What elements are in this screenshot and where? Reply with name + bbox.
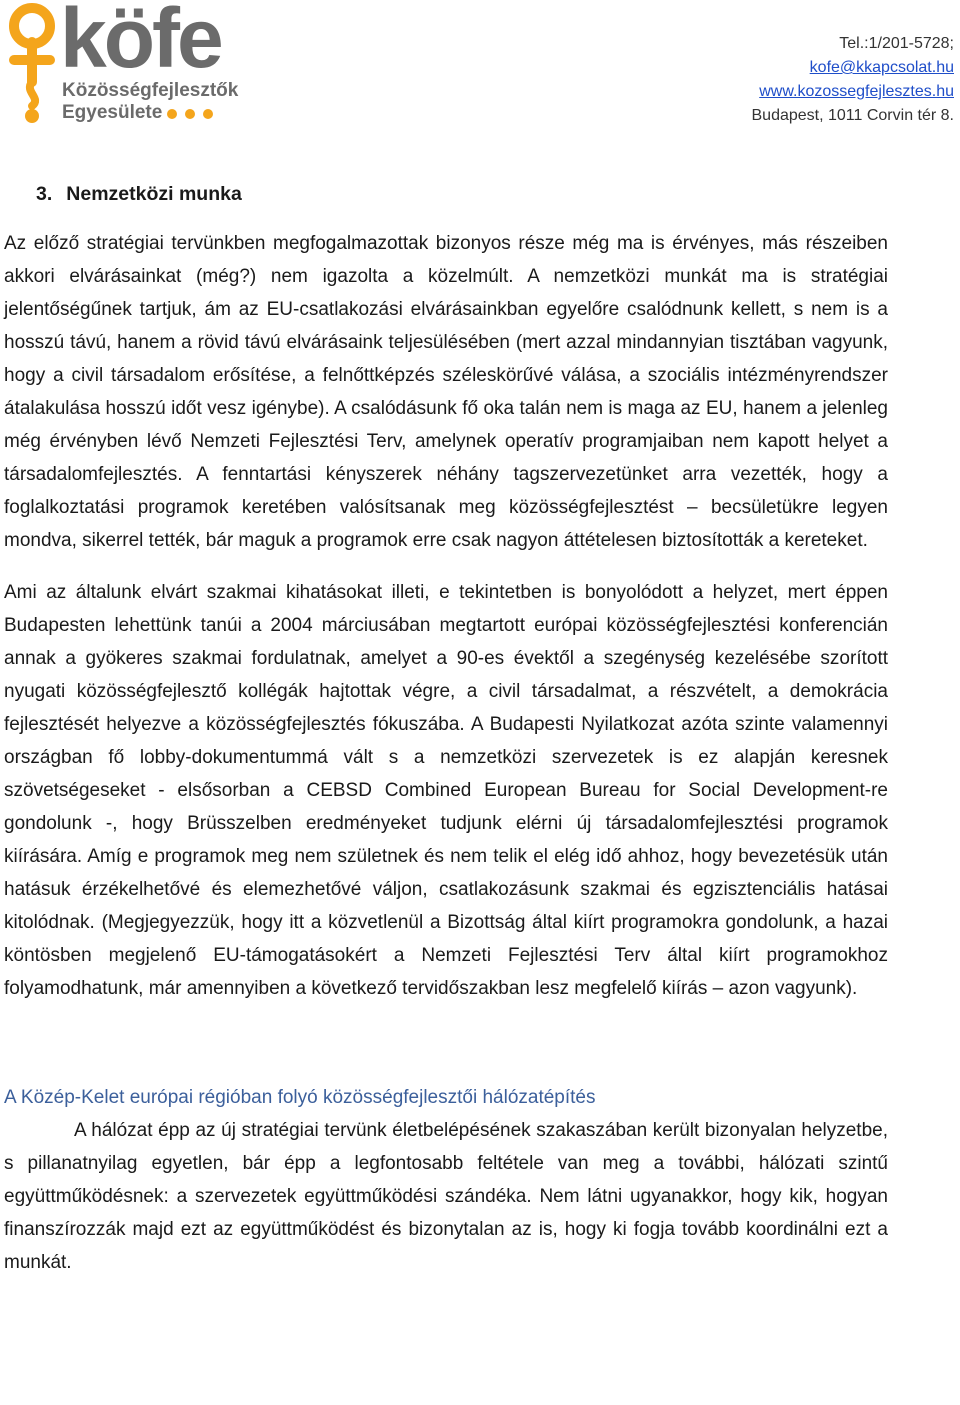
paragraph-2: Ami az általunk elvárt szakmai kihatásokat illeti, e tekintetben is bonyolódott a helyzet, mert éppen Budapesten lehettünk tanúi a 2004 márciusában megtartott európai közösségfejlesztési konferencián annak a gyökeres szakmai fordulatnak, amelyet a 90-es évektől a szegénység kezelésébe szorított nyugati közösségfejlesztő kollégák hajtottak végre, a civil társadalmat, a részvételt, a demokrácia fejlesztését helyezve a közösségfejlesztés fókuszába. A Budapesti Nyilatkozat azóta szinte valamennyi országban fő lobby-dokumentummá vált s a nemzetközi szervezetek is ez alapján keresnek szövetségeseket - elsősorban a CEBSD Combined European Bureau for Social Development-re gondolunk -, hogy Brüsszelben eredményeket tudjunk elérni új társadalomfejlesztési programok kiírására. Amíg e programok meg nem születnek és nem telik el elég idő ahhoz, hogy bevezetésük után hatásuk érzékelhetővé és elemezhetővé váljon, csatlakozásunk szakmai és egzisztenciális hatásai kitolódnak. (Megjegyezzük, hogy itt a közvetlenül a Bizottság által kiírt programokra gondolunk, a hazai köntösben megjelenő EU-támogatásokért a Nemzeti Fejlesztési Terv által kiírt programokhoz folyamodhatunk, már amennyiben a következő tervidőszakban lesz megfelelő kiírás – azon vagyunk). [4,582,888,999]
section-title: Nemzetközi munka [66,183,242,205]
paragraph-3: A hálózat épp az új stratégiai tervünk életbelépésének szakaszában került bizonyalan helyzetbe, s pillanatnyilag egyetlen, bár épp a legfontosabb feltétele van meg a további, hálózati szintű együttműködésnek: a szervezetek együttműködési szándéka. Nem látni ugyanakkor, hogy kik, hogyan finanszírozzák majd ezt az együttműködést és bizonytalan az is, hogy ki fogja tovább koordinálni ezt a munkát. [4,1120,888,1273]
subheading: A Közép-Kelet európai régióban folyó közösségfejlesztői hálózatépítés [4,1087,596,1108]
logo-line-1: Közösségfejlesztők [62,80,239,101]
contact-website-link[interactable]: www.kozossegfejlesztes.hu [759,83,954,100]
contact-info [752,32,955,128]
kofe-logo [2,0,239,126]
contact-address: Budapest, 1011 Corvin tér 8. [751,107,954,124]
document-body [4,180,888,1279]
section-heading [4,180,888,208]
logo-brand-word: köfe [60,0,221,85]
person-figure-icon [2,2,62,126]
logo-line-2: Egyesülete [62,102,163,123]
logo-dots-icon [166,108,226,120]
contact-phone: Tel.:1/201-5728; [839,35,954,52]
paragraph-1: Az előző stratégiai tervünkben megfogalmazottak bizonyos része még ma is érvényes, más részeiben akkori elvárásainkat (még?) nem igazolta a közelmúlt. A nemzetközi munkát ma is stratégiai jelentőségűnek tartjuk, ám az EU-csatlakozási elvárásainkban egyelőre csalódnunk kellett, s nem is a hosszú távú, hanem a rövid távú elvárásaink teljesülésében (mert azzal mindannyian tisztában vagyunk, hogy a civil társadalom erősítése, a felnőttképzés széleskörűvé válása, a szociális intézményrendszer átalakulása hosszú időt vesz igénybe). A csalódásunk fő oka talán nem is maga az EU, hanem a jelenleg még érvényben lévő Nemzeti Fejlesztési Terv, amelynek operatív programjaiban nem kapott helyet a társadalomfejlesztés. A fenntartási kényszerek néhány tagszervezetünket arra vezették, hogy a foglalkoztatási programok keretében valósítsanak meg közösségfejlesztést – becsületükre legyen mondva, sikerrel tették, bár maguk a programok erre csak nagyon áttételesen biztosították a kereteket. [4,233,888,551]
section-number: 3. [36,183,53,205]
contact-email-link[interactable]: kofe@kkapcsolat.hu [809,59,954,76]
